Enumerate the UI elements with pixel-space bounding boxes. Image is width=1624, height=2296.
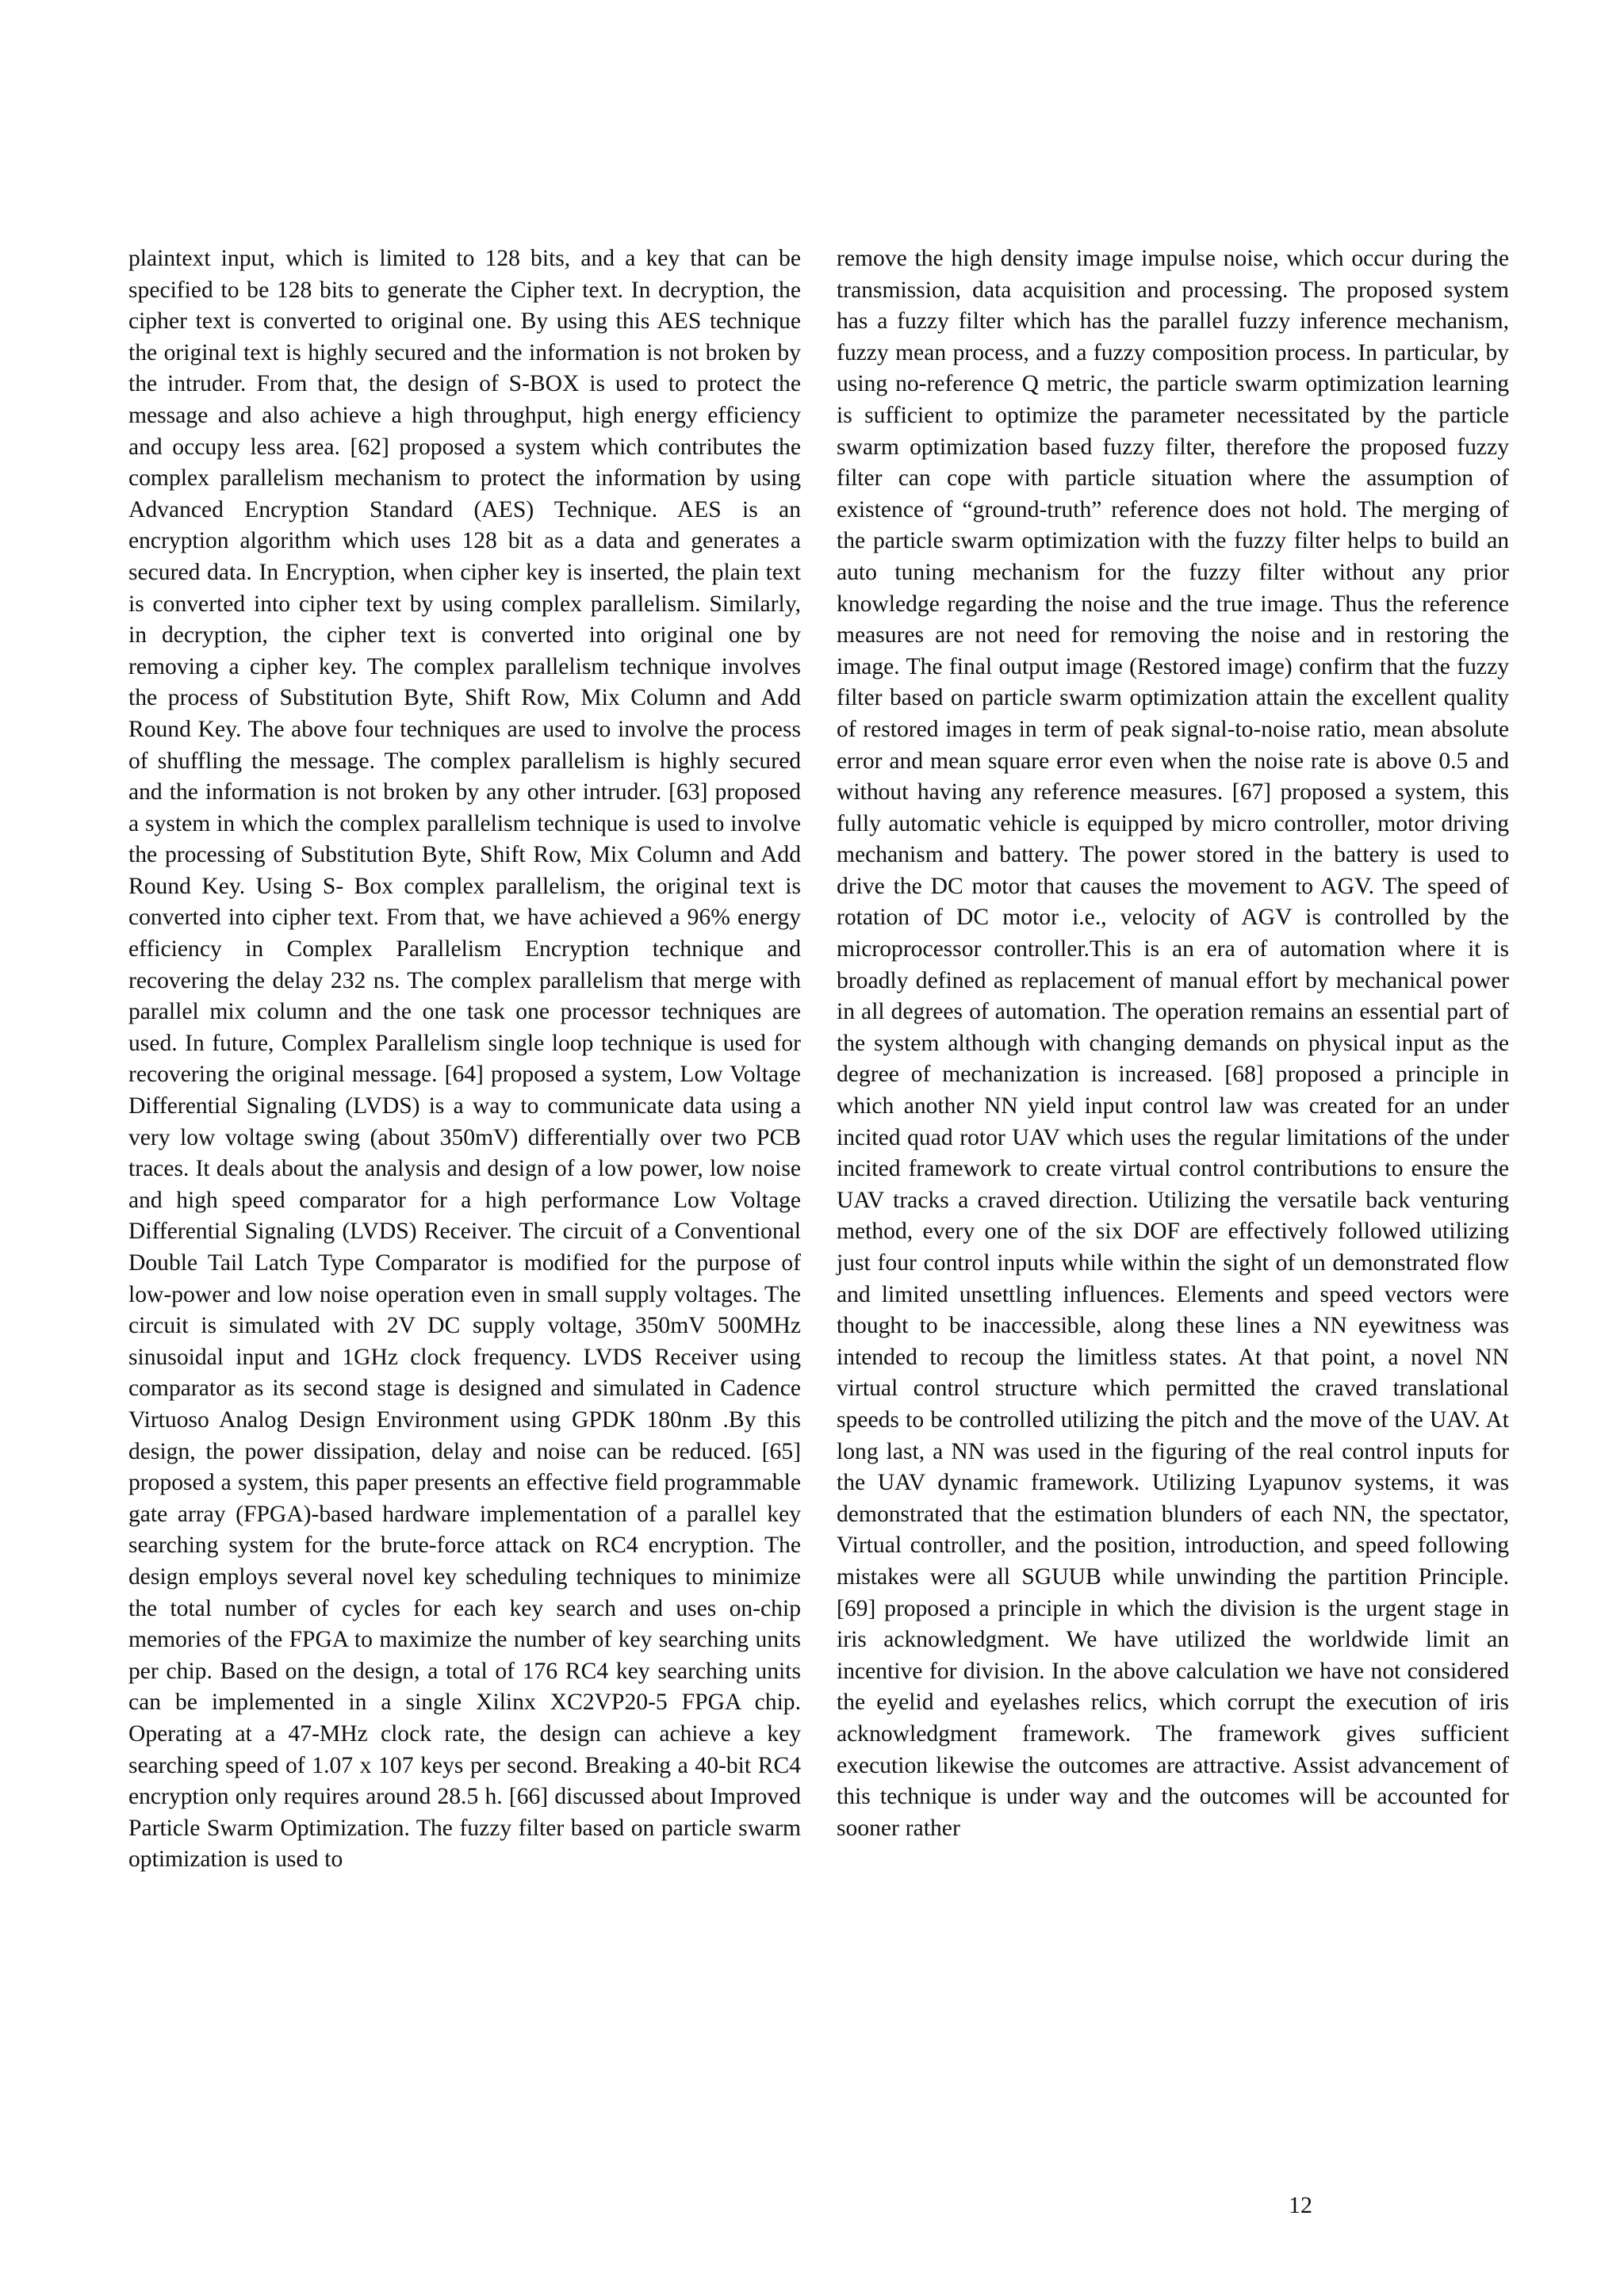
left-column-text: plaintext input, which is limited to 128 bits, and a key that can be specified to be 128 bits to generate the Cipher text. In decryption, the cipher text is converted to original one. By using this AES technique the original text is highly secured and the information is not broken by the intruder. From that, the design of S-BOX is used to protect the message and also achieve a high throughput, high energy efficiency and occupy less area. [62] proposed a system which contributes the complex parallelism mechanism to protect the information by using Advanced Encryption Standard (AES) Technique. AES is an encryption algorithm which uses 128 bit as a data and generates a secured data. In Encryption, when cipher key is inserted, the plain text is converted into cipher text by using complex parallelism. Similarly, in decryption, the cipher text is converted into original one by removing a cipher key. The complex parallelism technique involves the process of Substitution Byte, Shift Row, Mix Column and Add Round Key. The above four techniques are used to involve the process of shuffling the message. The complex parallelism is highly secured and the information is not broken by any other intruder. [63] proposed a system in which the complex parallelism technique is used to involve the processing of Substitution Byte, Shift Row, Mix Column and Add Round Key. Using S- Box complex parallelism, the original text is converted into cipher text. From that, we have achieved a 96% energy efficiency in Complex Parallelism Encryption technique and recovering the delay 232 ns. The complex parallelism that merge with parallel mix column and the one task one processor techniques are used. In future, Complex Parallelism single loop technique is used for recovering the original message. [64] proposed a system, Low Voltage Differential Signaling (LVDS) is a way to communicate data using a very low voltage swing (about 350mV) differentially over two PCB traces. It deals about the analysis and design of a low power, low noise and high speed comparator for a high performance Low Voltage Differential Signaling (LVDS) Receiver. The circuit of a Conventional Double Tail Latch Type Comparator is modified for the purpose of low-power and low noise operation even in small supply voltages. The circuit is simulated with 2V DC supply voltage, 350mV 500MHz sinusoidal input and 1GHz clock frequency. LVDS Receiver using comparator as its second stage is designed and simulated in Cadence Virtuoso Analog Design Environment using GPDK 180nm .By this design, the power dissipation, delay and noise can be reduced. [65] proposed a system, this paper presents an effective field programmable gate array (FPGA)-based hardware implementation of a parallel key searching system for the brute-force attack on RC4 encryption. The design employs several novel key scheduling techniques to minimize the total number of cycles for each key search and uses on-chip memories of the FPGA to maximize the number of key searching units per chip. Based on the design, a total of 176 RC4 key searching units can be implemented in a single Xilinx XC2VP20-5 FPGA chip. Operating at a 47-MHz clock rate, the design can achieve a key searching speed of 1.07 x 107 keys per second. Breaking a 40-bit RC4 encryption only requires around 28.5 h. [66] discussed about Improved Particle Swarm Optimization. The fuzzy filter based on particle swarm optimization is used to	[128, 246, 801, 1873]
left-column	[128, 243, 801, 1876]
right-column	[837, 243, 1509, 1844]
right-column-text: remove the high density image impulse noise, which occur during the transmission, data acquisition and processing. The proposed system has a fuzzy filter which has the parallel fuzzy inference mechanism, fuzzy mean process, and a fuzzy composition process. In particular, by using no-reference Q metric, the particle swarm optimization learning is sufficient to optimize the parameter necessitated by the particle swarm optimization based fuzzy filter, therefore the proposed fuzzy filter can cope with particle situation where the assumption of existence of “ground-truth” reference does not hold. The merging of the particle swarm optimization with the fuzzy filter helps to build an auto tuning mechanism for the fuzzy filter without any prior knowledge regarding the noise and the true image. Thus the reference measures are not need for removing the noise and in restoring the image. The final output image (Restored image) confirm that the fuzzy filter based on particle swarm optimization attain the excellent quality of restored images in term of peak signal-to-noise ratio, mean absolute error and mean square error even when the noise rate is above 0.5 and without having any reference measures. [67] proposed a system, this fully automatic vehicle is equipped by micro controller, motor driving mechanism and battery. The power stored in the battery is used to drive the DC motor that causes the movement to AGV. The speed of rotation of DC motor i.e., velocity of AGV is controlled by the microprocessor controller.This is an era of automation where it is broadly defined as replacement of manual effort by mechanical power in all degrees of automation. The operation remains an essential part of the system although with changing demands on physical input as the degree of mechanization is increased. [68] proposed a principle in which another NN yield input control law was created for an under incited quad rotor UAV which uses the regular limitations of the under incited framework to create virtual control contributions to ensure the UAV tracks a craved direction. Utilizing the versatile back venturing method, every one of the six DOF are effectively followed utilizing just four control inputs while within the sight of un demonstrated flow and limited unsettling influences. Elements and speed vectors were thought to be inaccessible, along these lines a NN eyewitness was intended to recoup the limitless states. At that point, a novel NN virtual control structure which permitted the craved translational speeds to be controlled utilizing the pitch and the move of the UAV. At long last, a NN was used in the figuring of the real control inputs for the UAV dynamic framework. Utilizing Lyapunov systems, it was demonstrated that the estimation blunders of each NN, the spectator, Virtual controller, and the position, introduction, and speed following mistakes were all SGUUB while unwinding the partition Principle. [69] proposed a principle in which the division is the urgent stage in iris acknowledgment. We have utilized the worldwide limit an incentive for division. In the above calculation we have not considered the eyelid and eyelashes relics, which corrupt the execution of iris acknowledgment framework. The framework gives sufficient execution likewise the outcomes are attractive. Assist advancement of this technique is under way and the outcomes will be accounted for sooner rather	[837, 246, 1509, 1841]
page-number: 12	[1289, 2192, 1312, 2218]
